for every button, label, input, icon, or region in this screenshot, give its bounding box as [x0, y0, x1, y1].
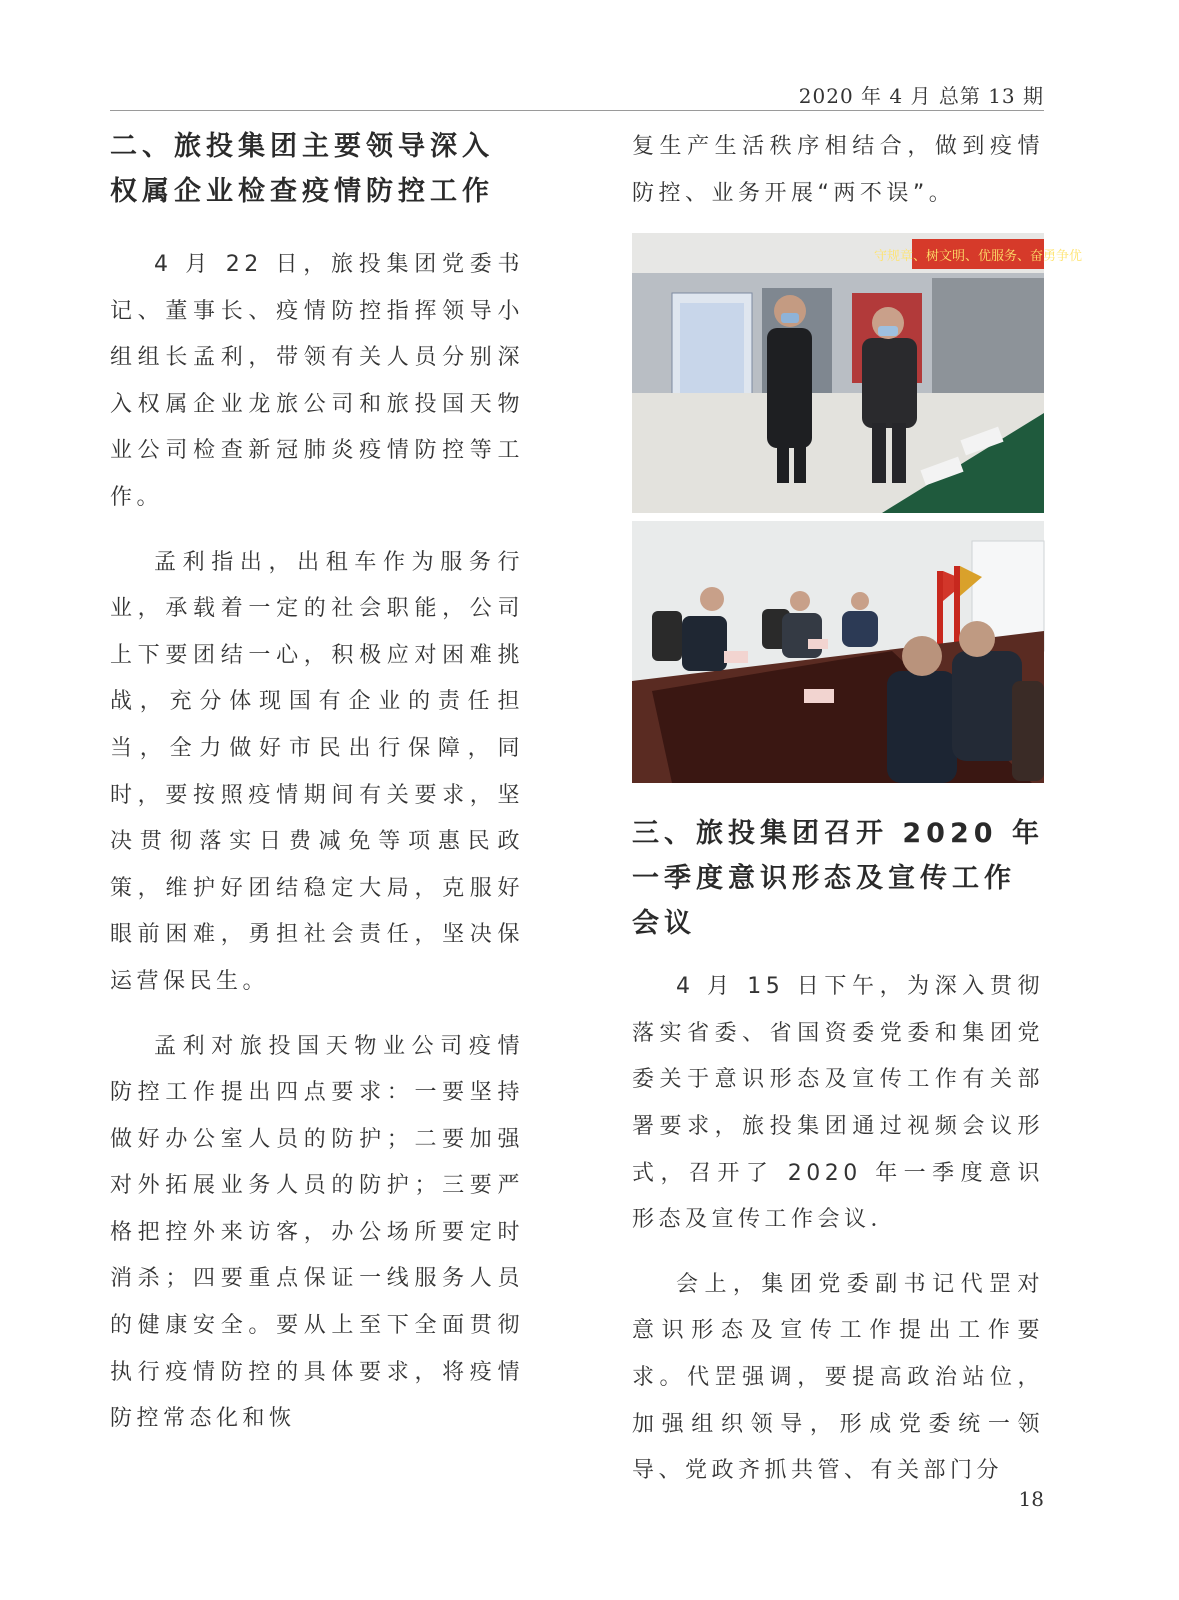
right-column	[632, 124, 1083, 1495]
section-two-heading: 二、旅投集团主要领导深入权属企业检查疫情防控工作	[110, 131, 494, 207]
continued-paragraph: 复生产生活秩序相结合，做到疫情防控、业务开展“两不误”。	[632, 134, 1044, 206]
paragraph: 会上，集团党委副书记代罡对意识形态及宣传工作提出工作要求。代罡强调，要提高政治站位，加强组织领导，形成党委统一领导、党政齐抓共管、有关部门分	[632, 1271, 1044, 1484]
meeting-photo-illustration	[632, 521, 1044, 783]
header-divider	[110, 110, 1044, 111]
issue-header: 2020 年 4 月 总第 13 期	[798, 84, 1044, 108]
paragraph: 孟利对旅投国天物业公司疫情防控工作提出四点要求：一要坚持做好办公室人员的防护；二要加强对外拓展业务人员的防护；三要严格把控外来访客，办公场所要定时消杀；四要重点保证一线服务人员的健康安全。要从上至下全面贯彻执行疫情防控的具体要求，将疫情防控常态化和恢	[110, 1033, 524, 1432]
left-column	[110, 124, 524, 1443]
page-number: 18	[1018, 1487, 1044, 1511]
inspection-photo	[632, 233, 1083, 513]
paragraph: 4 月 22 日，旅投集团党委书记、董事长、疫情防控指挥领导小组组长孟利，带领有关人员分别深入权属企业龙旅公司和旅投国天物业公司检查新冠肺炎疫情防控等工作。	[110, 252, 524, 510]
wall-banner-text: 守规章、树文明、优服务、奋勇争优	[873, 249, 1083, 265]
paragraph: 4 月 15 日下午，为深入贯彻落实省委、省国资委党委和集团党委关于意识形态及宣传工作有关部署要求，旅投集团通过视频会议形式，召开了 2020 年一季度意识形态及宣传工作会议．	[632, 974, 1044, 1233]
inspection-photo-illustration	[632, 233, 1083, 513]
paragraph: 孟利指出，出租车作为服务行业，承载着一定的社会职能，公司上下要团结一心，积极应对困难挑战，充分体现国有企业的责任担当，全力做好市民出行保障，同时，要按照疫情期间有关要求，坚决贯彻落实日费减免等项惠民政策，维护好团结稳定大局，克服好眼前困难，勇担社会责任，坚决保运营保民生。	[110, 549, 524, 994]
section-three-heading: 三、旅投集团召开 2020 年一季度意识形态及宣传工作会议	[632, 818, 1044, 940]
meeting-photo	[632, 521, 1044, 783]
